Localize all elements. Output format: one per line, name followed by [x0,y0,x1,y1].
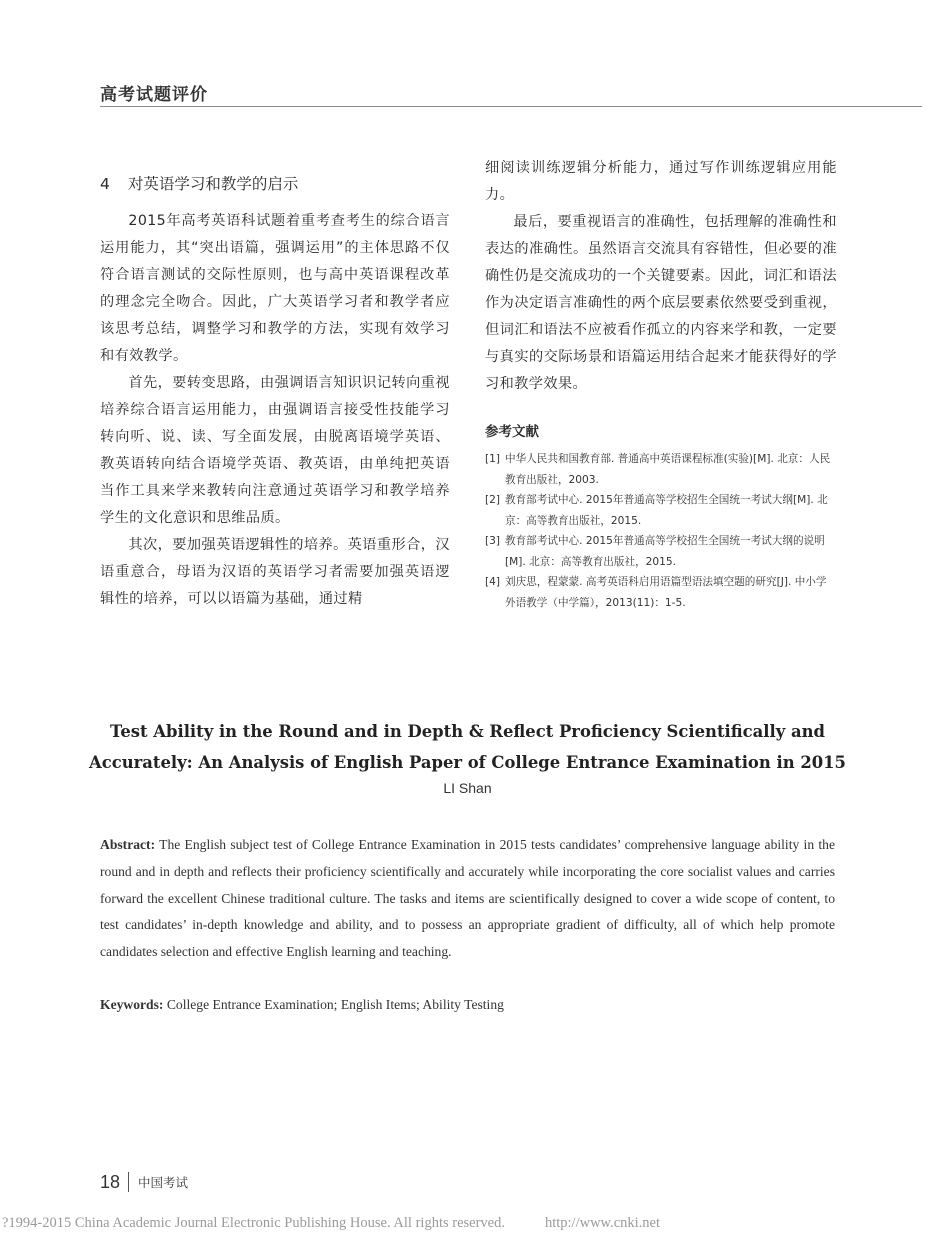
keywords-label: Keywords: [100,997,164,1012]
abstract-label: Abstract: [100,837,156,852]
reference-text: 教育部考试中心. 2015年普通高等学校招生全国统一考试大纲的说明[M]. 北京：高等教育出版社，2015. [505,535,825,568]
reference-list [485,449,837,613]
journal-name: 中国考试 [138,1175,189,1190]
footer-divider [128,1172,129,1192]
header-rule [100,106,922,107]
english-keywords [100,993,835,1017]
right-column [485,155,837,613]
english-title: Test Ability in the Round and in Depth & Reflect Proficiency Scientifically and Accurately: An Analysis of English Paper of College Entrance Examination in 2015 [89,722,846,772]
reference-item [485,531,837,572]
english-author: LI Shan [443,780,492,796]
body-paragraph: 首先，要转变思路，由强调语言知识识记转向重视培养综合语言运用能力，由强调语言接受性技能学习转向听、说、读、写全面发展，由脱离语境学英语、教英语转向结合语境学英语、教英语，由单纯把英语当作工具来学来教转向注意通过英语学习和教学培养学生的文化意识和思维品质。 [100,375,450,526]
section-heading [100,170,450,198]
reference-number: [2] [485,494,501,506]
reference-text: 中华人民共和国教育部. 普通高中英语课程标准(实验)[M]. 北京：人民教育出版社，2003. [505,453,831,486]
english-abstract [100,832,835,966]
section-title: 对英语学习和教学的启示 [127,175,299,193]
copyright-notice [0,1215,935,1232]
keywords-text: College Entrance Examination; English Items; Ability Testing [166,997,504,1012]
reference-item [485,449,837,490]
reference-item [485,490,837,531]
reference-number: [4] [485,576,501,588]
body-paragraph-continuation: 细阅读训练逻辑分析能力，通过写作训练逻辑应用能力。 [485,160,837,203]
section-number: 4 [100,175,110,193]
left-column [100,170,450,613]
body-paragraph: 最后，要重视语言的准确性，包括理解的准确性和表达的准确性。虽然语言交流具有容错性，但必要的准确性仍是交流成功的一个关键要素。因此，词汇和语法作为决定语言准确性的两个底层要素依然要受到重视，但词汇和语法不应被看作孤立的内容来学和教，一定要与真实的交际场景和语篇运用结合起来才能获得好的学习和教学效果。 [485,214,837,392]
reference-number: [1] [485,453,501,465]
body-paragraph: 其次，要加强英语逻辑性的培养。英语重形合，汉语重意合，母语为汉语的英语学习者需要加强英语逻辑性的培养，可以以语篇为基础，通过精 [100,537,450,607]
abstract-text: The English subject test of College Entrance Examination in 2015 tests candidates’ comprehensive language ability in the round and in depth and reflects their proficiency scientifically and accurately while incorporating the core socialist values and carries forward the excellent Chinese traditional culture. The tasks and items are scientifically designed to cover a wide scope of content, to test candidates’ in-depth knowledge and ability, and to possess an appropriate gradient of difficulty, all of which help promote candidates selection and effective English learning and teaching. [100,837,835,960]
reference-number: [3] [485,535,501,547]
page-number: 18 [100,1171,121,1192]
page-footer [100,1170,188,1194]
copyright-text: ?1994-2015 China Academic Journal Electronic Publishing House. All rights reserved. [2,1215,505,1231]
reference-text: 刘庆思，程蒙蒙. 高考英语科启用语篇型语法填空题的研究[J]. 中小学外语教学（中学篇），2013(11)：1-5. [505,576,827,609]
running-header-title: 高考试题评价 [100,85,208,105]
body-paragraph: 2015年高考英语科试题着重考查考生的综合语言运用能力，其“突出语篇，强调运用”的主体思路不仅符合语言测试的交际性原则，也与高中英语课程改革的理念完全吻合。因此，广大英语学习者和教学者应该思考总结，调整学习和教学的方法，实现有效学习和有效教学。 [100,213,450,364]
reference-item [485,572,837,613]
references-heading: 参考文献 [485,424,539,440]
source-url: http://www.cnki.net [544,1215,661,1231]
reference-text: 教育部考试中心. 2015年普通高等学校招生全国统一考试大纲[M]. 北京：高等教育出版社，2015. [505,494,828,527]
